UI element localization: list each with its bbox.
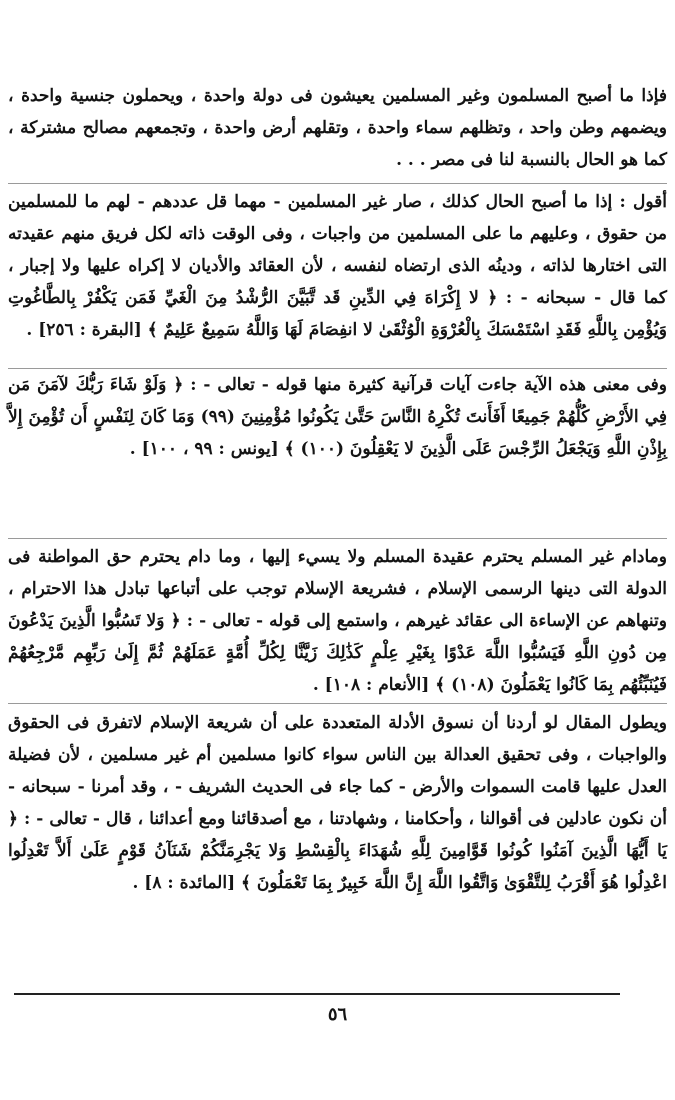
paragraph-2: أقول : إذا ما أصبح الحال كذلك ، صار غير المسلمين - مهما قل عددهم - لهم ما للمسلمين من حقوق ، وعليهم ما على المسلمين من واجبات ، وفى الوقت ذاته لكل فريق منهم عقيدته التى اختارها لذاته ، ودينُه الذى ارتضاه لنفسه ، لأن العقائد والأديان لا إكراه عليها ولا إجبار ، كما قال - سبحانه - : ﴿ لا إِكْرَاهَ فِي الدِّينِ قَد تَّبَيَّنَ الرُّشْدُ مِنَ الْغَيِّ فَمَن يَكْفُرْ بِالطَّاغُوتِ وَيُؤْمِن بِاللَّهِ فَقَدِ اسْتَمْسَكَ بِالْعُرْوَةِ الْوُثْقَىٰ لا انفِصَامَ لَهَا وَاللَّهُ سَمِيعٌ عَلِيمٌ ﴾ [البقرة : ٢٥٦] . bbox=[8, 192, 667, 340]
page-number: ٥٦ bbox=[327, 1004, 348, 1025]
paragraph-divider bbox=[8, 183, 667, 184]
body-text bbox=[8, 80, 667, 977]
paragraph-4: ومادام غير المسلم يحترم عقيدة المسلم ولا يسيء إليها ، وما دام يحترم حق المواطنة فى الدولة التى دينها الرسمى الإسلام ، فشريعة الإسلام توجب على أتباعها تبادل هذا الاحترام ، وتنهاهم عن الإساءة الى عقائد غيرهم ، واستمع إلى قوله - تعالى - : ﴿ وَلا تَسُبُّوا الَّذِينَ يَدْعُونَ مِن دُونِ اللَّهِ فَيَسُبُّوا اللَّهَ عَدْوًا بِغَيْرِ عِلْمٍ كَذَٰلِكَ زَيَّنَّا لِكُلِّ أُمَّةٍ عَمَلَهُمْ ثُمَّ إِلَىٰ رَبِّهِم مَّرْجِعُهُمْ فَيُنَبِّئُهُم بِمَا كَانُوا يَعْمَلُونَ (١٠٨) ﴾ [الأنعام : ١٠٨] . bbox=[8, 547, 667, 695]
paragraph-1: فإذا ما أصبح المسلمون وغير المسلمين يعيشون فى دولة واحدة ، ويحملون جنسية واحدة ، ويضمهم وطن واحد ، وتظلهم سماء واحدة ، وتقلهم أرض واحدة ، وتجمعهم مصالح مشتركة ، كما هو الحال بالنسبة لنا فى مصر . . . bbox=[8, 86, 667, 170]
paragraph-divider bbox=[8, 703, 667, 704]
footer-rule bbox=[14, 993, 620, 995]
paragraph-5: ويطول المقال لو أردنا أن نسوق الأدلة المتعددة على أن شريعة الإسلام لاتفرق فى الحقوق والواجبات ، وفى تحقيق العدالة بين الناس سواء كانوا مسلمين أم غير مسلمين ، لأن فضيلة العدل عليها قامت السموات والأرض - كما جاء فى الحديث الشريف - ، وقد أمرنا - سبحانه - أن نكون عادلين فى أقوالنا ، وأحكامنا ، وشهادتنا ، مع أصدقائنا ومع أعدائنا ، قال - تعالى - : ﴿ يَا أَيُّهَا الَّذِينَ آمَنُوا كُونُوا قَوَّامِينَ لِلَّهِ شُهَدَاءَ بِالْقِسْطِ وَلا يَجْرِمَنَّكُمْ شَنَآنُ قَوْمٍ عَلَىٰ أَلاَّ تَعْدِلُوا اعْدِلُوا هُوَ أَقْرَبُ لِلتَّقْوَىٰ وَاتَّقُوا اللَّهَ إِنَّ اللَّهَ خَبِيرٌ بِمَا تَعْمَلُونَ ﴾ [المائدة : ٨] . bbox=[8, 713, 667, 893]
paragraph-divider bbox=[8, 368, 667, 369]
paragraph-divider bbox=[8, 538, 667, 539]
paragraph-3: وفى معنى هذه الآية جاءت آيات قرآنية كثيرة منها قوله - تعالى - : ﴿ وَلَوْ شَاءَ رَبُّكَ لآمَنَ مَن فِي الأَرْضِ كُلُّهُمْ جَمِيعًا أَفَأَنتَ تُكْرِهُ النَّاسَ حَتَّىٰ يَكُونُوا مُؤْمِنِينَ (٩٩) وَمَا كَانَ لِنَفْسٍ أَن تُؤْمِنَ إِلاَّ بِإِذْنِ اللَّهِ وَيَجْعَلُ الرِّجْسَ عَلَى الَّذِينَ لا يَعْقِلُونَ (١٠٠) ﴾ [يونس : ٩٩ ، ١٠٠] . bbox=[8, 375, 668, 459]
